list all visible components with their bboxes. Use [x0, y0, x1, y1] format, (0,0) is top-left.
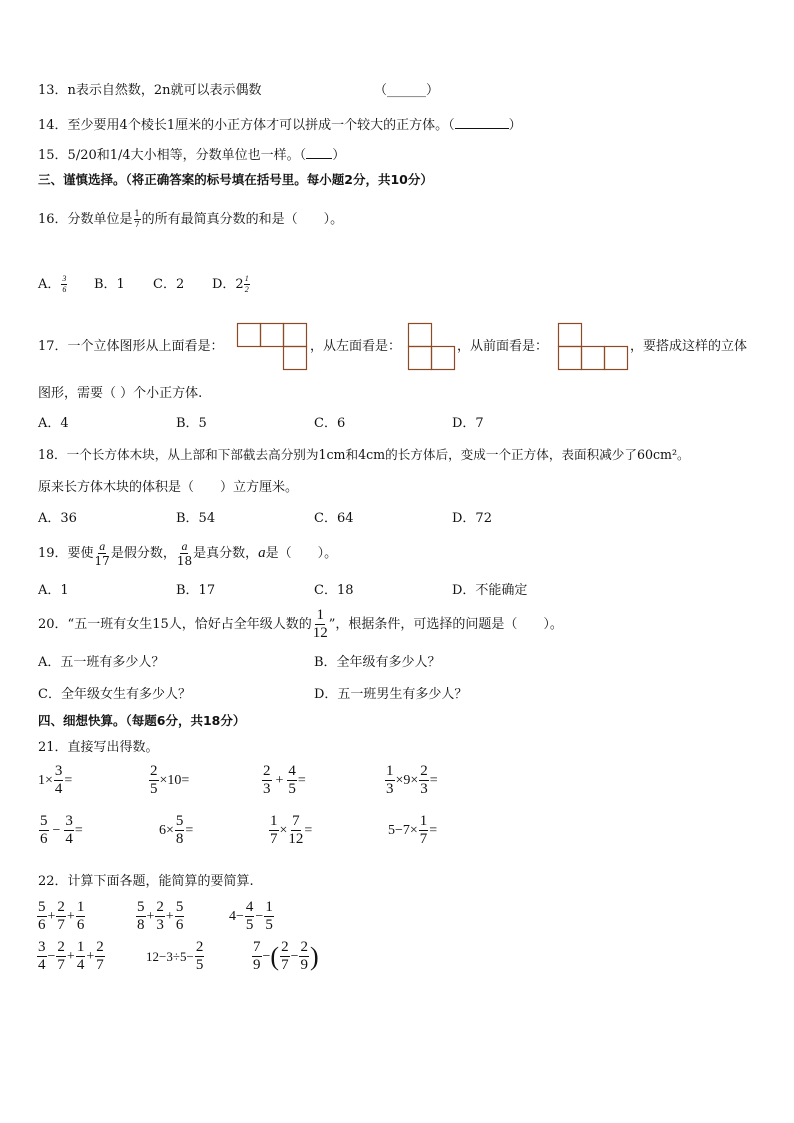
q20-option-c[interactable]: C．全年级女生有多少人？ [38, 687, 191, 702]
q21-expr-4: $\frac{1}{3}$ ×9× $\frac{2}{3}$ = [386, 763, 438, 797]
q18-option-b[interactable]: B．54 [176, 511, 216, 526]
q21-expr-5: 5 6 − $\frac{3}{4}$ = [40, 813, 83, 847]
q13-text: 13．n表示自然数，2n就可以表示偶数 [38, 83, 262, 98]
q19-option-d[interactable]: D．不能确定 [452, 583, 528, 598]
q17-text-3: ，从前面看是： [457, 339, 549, 354]
q16-option-b[interactable]: B．1 [94, 277, 125, 292]
q18-line2: 原来长方体木块的体积是（ ）立方厘米。 [38, 480, 299, 495]
q20-option-d[interactable]: D．五一班男生有多少人？ [314, 687, 468, 702]
q22-expr-2: 5 8 + 2 3 + 5 6 [137, 899, 184, 933]
q22-expr-1: 5 6 + 2 7 + 1 6 [38, 899, 85, 933]
q22-title: 22．计算下面各题，能简算的要简算. [38, 874, 254, 889]
q14-answer-blank[interactable] [455, 117, 509, 129]
top-view-figure [237, 323, 309, 371]
q19-option-b[interactable]: B．17 [176, 583, 216, 598]
front-view-figure [558, 323, 632, 371]
q15-answer-blank[interactable] [306, 147, 332, 159]
q18-option-a[interactable]: A．36 [38, 511, 77, 526]
question-15: 15．5/20和1/4大小相等，分数单位也一样。（ ） [38, 148, 346, 163]
q17-option-a[interactable]: A．4 [38, 416, 69, 431]
q14-text: 14．至少要用4个棱长1厘米的小正方体才可以拼成一个较大的正方体。 [38, 118, 449, 133]
question-20: 20．“五一班有女生15人，恰好占全年级人数的 1 12 ”，根据条件，可选择的问题是（ ）。 [38, 607, 563, 641]
q17-text-line2: 图形，需要（ ）个小正方体. [38, 386, 203, 401]
q16-option-a[interactable]: A． 3 6 [38, 274, 67, 294]
q22-expr-5: 12−3÷5− $\frac{2}{5}$ [146, 939, 204, 973]
section-4-heading: 四、细想快算。（每题6分，共18分） [38, 713, 246, 728]
q21-expr-3: 2 3 + $\frac{4}{5}$ = [263, 763, 306, 797]
q16-option-c[interactable]: C．2 [153, 277, 185, 292]
q17-option-b[interactable]: B．5 [176, 416, 207, 431]
q15-text: 15．5/20和1/4大小相等，分数单位也一样。 [38, 148, 300, 163]
q21-expr-8: 5−7× $\frac{1}{7}$ = [388, 813, 438, 847]
q16-option-d[interactable]: D．2 1 2 [212, 274, 249, 294]
q22-expr-3: 4− $\frac{4}{5}$ − 1 5 [229, 899, 273, 933]
question-16: 16．分数单位是 1 7 的所有最简真分数的和是（ ）。 [38, 209, 344, 229]
q17-text-2: ，从左面看是： [310, 339, 402, 354]
question-14: 14．至少要用4个棱长1厘米的小正方体才可以拼成一个较大的正方体。（ ） [38, 118, 522, 133]
q20-fraction: 1 12 [312, 607, 328, 641]
q20-option-b[interactable]: B．全年级有多少人？ [314, 655, 441, 670]
left-view-figure [408, 323, 458, 371]
section-3-heading: 三、谨慎选择。（将正确答案的标号填在括号里。每小题2分，共10分） [38, 172, 433, 187]
q19-option-a[interactable]: A．1 [38, 583, 69, 598]
question-13 [38, 83, 440, 98]
q16-fraction: 1 7 [134, 209, 140, 229]
q13-answer-blank[interactable]: （______） [374, 83, 440, 98]
q17-text-4: ，要搭成这样的立体 [630, 339, 748, 354]
question-19: 19．要使 a 17 是假分数， a 18 是真分数， a 是（ ）。 [38, 539, 338, 568]
q21-expr-2: $\frac{2}{5}$ ×10= [150, 763, 190, 797]
q19-fraction-2: a 18 [176, 539, 193, 568]
q17-text-1: 17．一个立体图形从上面看是： [38, 339, 224, 354]
q22-expr-4: 3 4 − 2 7 + 1 4 + 2 7 [38, 939, 104, 973]
q21-title: 21．直接写出得数。 [38, 740, 159, 755]
q17-option-c[interactable]: C．6 [314, 416, 346, 431]
q19-option-c[interactable]: C．18 [314, 583, 354, 598]
q18-line1: 18．一个长方体木块，从上部和下部截去高分别为1cm和4cm的长方体后，变成一个正方体，表面积减少了60cm²。 [38, 447, 690, 462]
q22-expr-6: 7 9 − ( 2 7 − 2 9 ) [253, 939, 319, 973]
q17-option-d[interactable]: D．7 [452, 416, 484, 431]
q19-fraction-1: a 17 [94, 539, 110, 568]
q21-expr-7: $\frac{1}{7}$ × $\frac{7}{12}$ = [270, 813, 313, 847]
q18-option-c[interactable]: C．64 [314, 511, 354, 526]
q20-option-a[interactable]: A．五一班有多少人？ [38, 655, 165, 670]
q21-expr-1: 1× $\frac{3}{4}$ = [38, 763, 73, 797]
q21-expr-6: 6× $\frac{5}{8}$ = [159, 813, 194, 847]
q18-option-d[interactable]: D．72 [452, 511, 492, 526]
